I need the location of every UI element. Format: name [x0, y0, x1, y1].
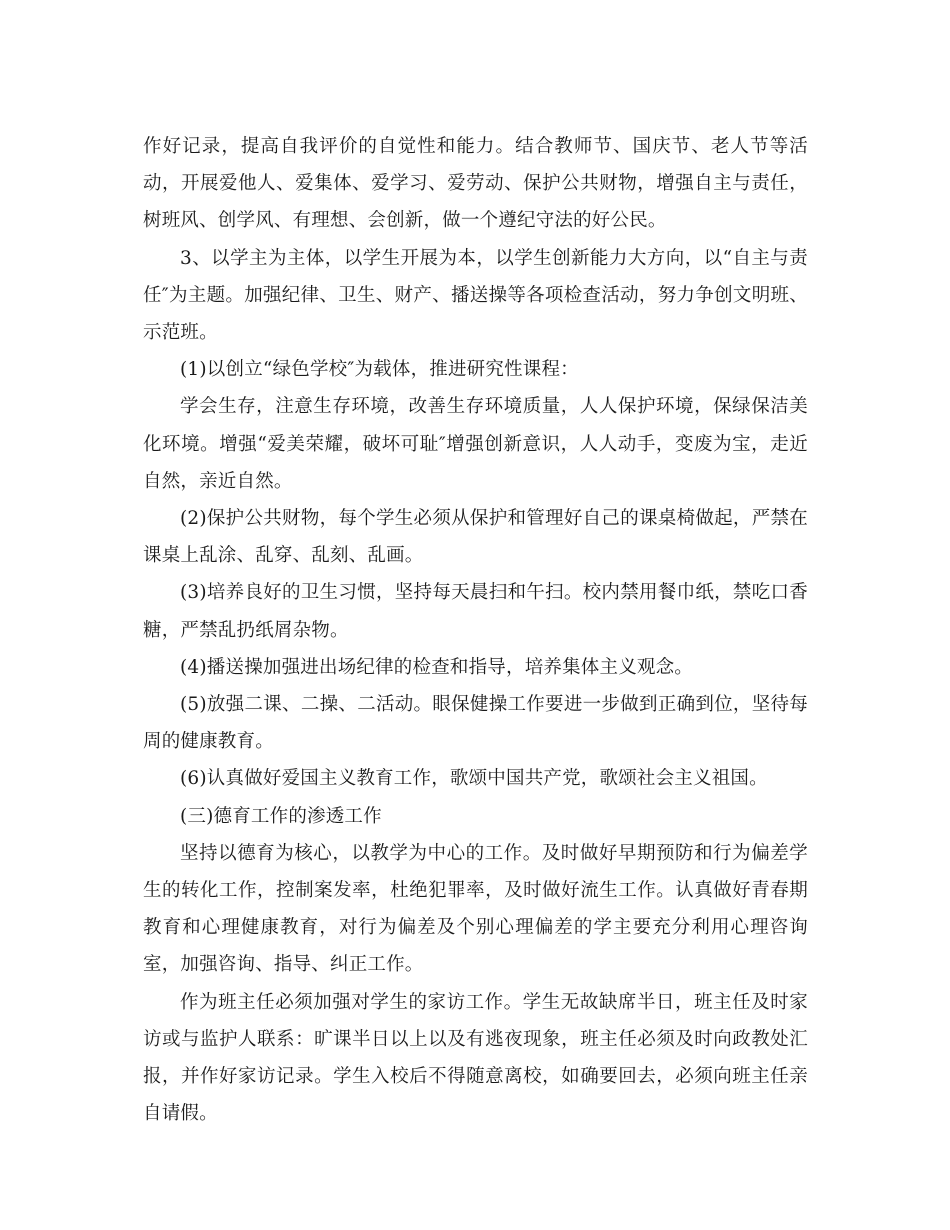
list-item: (5)放强二课、二操、二活动。眼保健操工作要进一步做到正确到位，坚待每周的健康教育。 — [143, 694, 808, 753]
list-item: (3)培养良好的卫生习惯，坚持每天晨扫和午扫。校内禁用餐巾纸，禁吃口香糖，严禁乱扔纸屑杂物。 — [143, 582, 808, 641]
document-body — [143, 128, 808, 1132]
paragraph: 3、以学主为主体，以学生开展为本，以学生创新能力大方向，以“自主与责任″为主题。加强纪律、卫生、财产、播送操等各项检查活动，努力争创文明班、示范班。 — [143, 247, 808, 344]
section-heading: (三)德育工作的渗透工作 — [180, 805, 382, 827]
paragraph: 作好记录，提高自我评价的自觉性和能力。结合教师节、国庆节、老人节等活动，开展爱他人、爱集体、爱学习、爱劳动、保护公共财物，增强自主与责任，树班风、创学风、有理想、会创新，做一个遵纪守法的好公民。 — [143, 136, 808, 232]
paragraph: 作为班主任必须加强对学生的家访工作。学生无故缺席半日，班主任及时家访或与监护人联系：旷课半日以上以及有逃夜现象，班主任必须及时向政教处汇报，并作好家访记录。学生入校后不得随意离校，如确要回去，必须向班主任亲自请假。 — [143, 991, 808, 1125]
list-item: (2)保护公共财物，每个学生必须从保护和管理好自己的课桌椅做起，严禁在课桌上乱涂、乱穿、乱刻、乱画。 — [143, 508, 808, 567]
list-item: (4)播送操加强进出场纪律的检查和指导，培养集体主义观念。 — [180, 656, 694, 678]
subheading: (1)以创立“绿色学校″为载体，推进研究性课程： — [180, 359, 579, 381]
paragraph: 坚持以德育为核心，以教学为中心的工作。及时做好早期预防和行为偏差学生的转化工作，控制案发率，杜绝犯罪率，及时做好流生工作。认真做好青春期教育和心理健康教育，对行为偏差及个别心理偏差的学主要充分利用心理咨询室，加强咨询、指导、纠正工作。 — [143, 842, 808, 976]
paragraph: 学会生存，注意生存环境，改善生存环境质量，人人保护环境，保绿保洁美化环境。增强“爱美荣耀，破坏可耻″增强创新意识，人人动手，变废为宝，走近自然，亲近自然。 — [143, 396, 808, 492]
list-item: (6)认真做好爱国主义教育工作，歌颂中国共产党，歌颂社会主义祖国。 — [180, 768, 768, 790]
